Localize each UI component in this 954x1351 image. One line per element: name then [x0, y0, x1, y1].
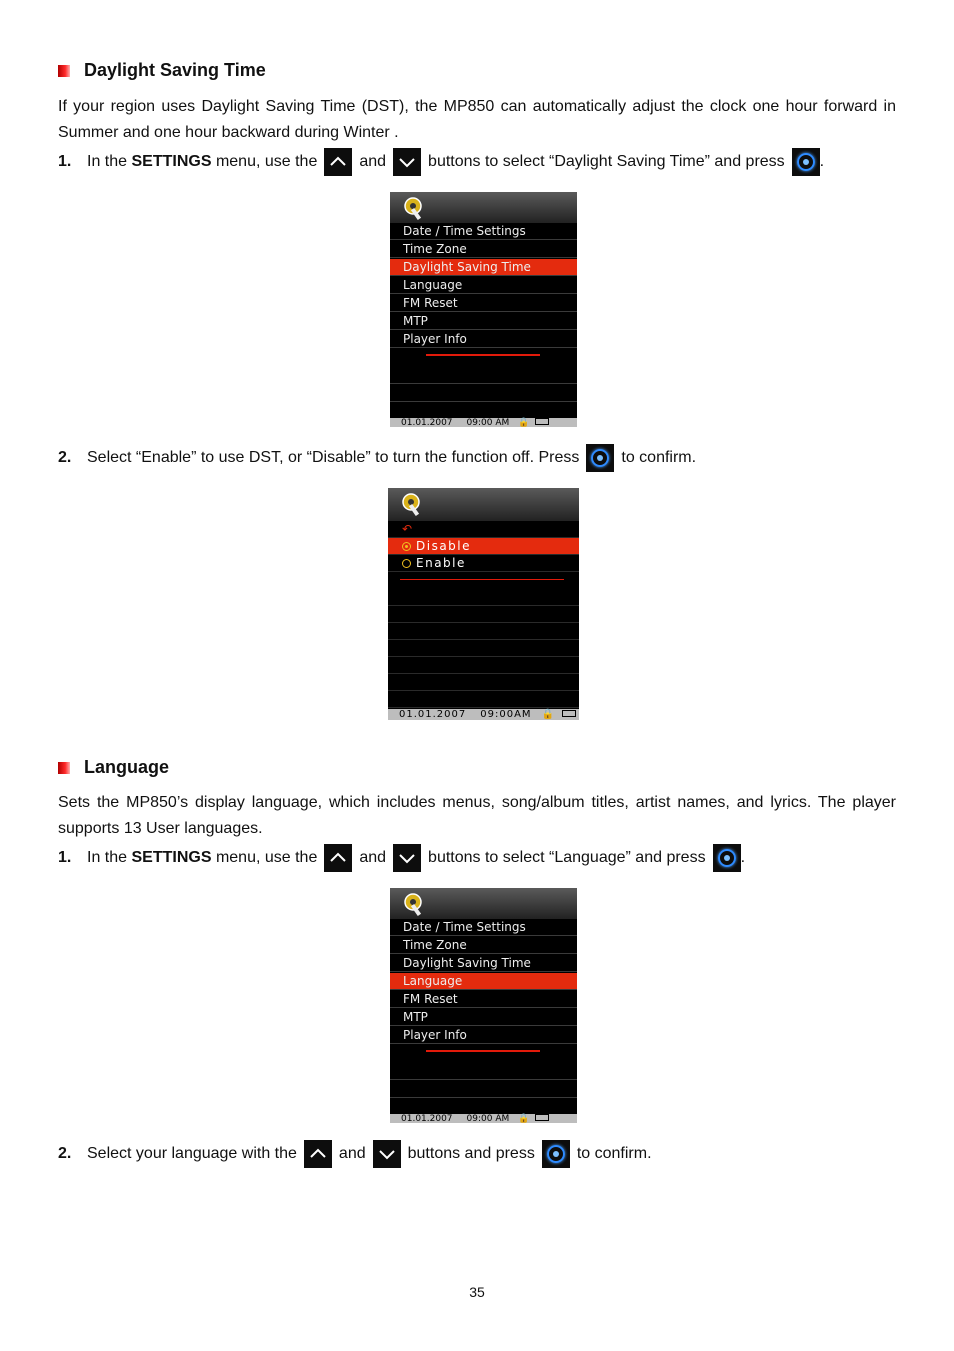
- menu-item-selected: Language: [390, 973, 577, 990]
- settings-menu-screenshot-language: [390, 888, 577, 1123]
- status-date: 01.01.2007: [401, 418, 453, 427]
- step-text: Select your language with the: [87, 1145, 297, 1162]
- menu-item: Language: [390, 277, 577, 294]
- lock-icon: 🔒: [518, 1114, 530, 1123]
- status-time: 09:00 AM: [466, 418, 510, 427]
- menu-item: FM Reset: [390, 991, 577, 1008]
- menu-item: Time Zone: [390, 241, 577, 258]
- battery-icon: [562, 710, 576, 717]
- step-text: menu, use the: [211, 849, 318, 866]
- up-arrow-icon: [324, 148, 352, 176]
- status-bar: [390, 418, 577, 427]
- screen-header: [390, 888, 577, 919]
- step-number: 2.: [58, 449, 72, 466]
- settings-menu-screenshot-dst: [390, 192, 577, 427]
- ok-button-icon: [713, 844, 741, 872]
- language-intro-paragraph: Sets the MP850’s display language, which includes menus, song/album titles, artist names, and lyrics. The player supports 13 User languages.: [58, 794, 896, 837]
- scroll-indicator: [400, 579, 564, 580]
- scroll-indicator: [426, 354, 540, 356]
- empty-row: [388, 691, 579, 708]
- menu-item: Date / Time Settings: [390, 223, 577, 240]
- step-text: and: [359, 153, 387, 170]
- settings-gear-icon: [400, 890, 428, 917]
- status-time: 09:00 AM: [466, 1114, 510, 1123]
- empty-row: [388, 640, 579, 657]
- lock-icon: 🔒: [518, 418, 530, 427]
- language-step-2: [58, 1139, 652, 1169]
- menu-item: FM Reset: [390, 295, 577, 312]
- step-text: to confirm.: [576, 1145, 652, 1162]
- step-text: and: [338, 1145, 366, 1162]
- step-text: to confirm.: [621, 449, 697, 466]
- empty-row: [388, 674, 579, 691]
- section-title: Daylight Saving Time: [84, 60, 266, 80]
- dst-step-2: [58, 443, 696, 473]
- empty-row: [388, 606, 579, 623]
- section-heading-dst: [58, 60, 266, 81]
- up-arrow-icon: [324, 844, 352, 872]
- status-bar: [388, 709, 579, 720]
- section-title: Language: [84, 757, 170, 777]
- step-text: .: [819, 153, 825, 170]
- ok-button-icon: [542, 1140, 570, 1168]
- down-arrow-icon: [393, 148, 421, 176]
- menu-item: Time Zone: [390, 937, 577, 954]
- step-text: Select “Enable” to use DST, or “Disable” to turn the function off. Press: [87, 449, 580, 466]
- empty-row: [388, 589, 579, 606]
- step-number: 1.: [58, 153, 72, 170]
- menu-item: MTP: [390, 1009, 577, 1026]
- down-arrow-icon: [373, 1140, 401, 1168]
- status-bar: [390, 1114, 577, 1123]
- battery-icon: [535, 418, 549, 425]
- option-enable: [388, 555, 579, 572]
- menu-item-selected: Daylight Saving Time: [390, 259, 577, 276]
- empty-row: [388, 657, 579, 674]
- scroll-indicator: [426, 1050, 540, 1052]
- menu-item: Date / Time Settings: [390, 919, 577, 936]
- empty-row: [390, 1063, 577, 1080]
- step-text: buttons to select “Daylight Saving Time” and press: [428, 153, 785, 170]
- empty-row: [390, 367, 577, 384]
- empty-row: [390, 1081, 577, 1098]
- screen-header: [390, 192, 577, 223]
- step-text: .: [740, 849, 746, 866]
- settings-keyword: SETTINGS: [131, 153, 212, 170]
- section-heading-language: [58, 757, 169, 778]
- bullet-icon: [58, 65, 70, 77]
- radio-selected-icon: [402, 542, 411, 551]
- menu-item: MTP: [390, 313, 577, 330]
- status-time: 09:00AM: [480, 709, 532, 720]
- dst-options-screenshot: [388, 488, 579, 720]
- screen-header: [388, 488, 579, 521]
- step-number: 1.: [58, 849, 72, 866]
- settings-gear-icon: [398, 490, 426, 517]
- option-label: Disable: [416, 539, 472, 553]
- page-number: 35: [469, 1284, 485, 1300]
- step-text: menu, use the: [211, 153, 318, 170]
- step-number: 2.: [58, 1145, 72, 1162]
- step-text: In the: [87, 849, 132, 866]
- empty-row: [390, 385, 577, 402]
- battery-icon: [535, 1114, 549, 1121]
- dst-intro-paragraph: If your region uses Daylight Saving Time (DST), the MP850 can automatically adjust the clock one hour forward in Summer and one hour backward during Winter .: [58, 98, 896, 141]
- language-step-1: [58, 843, 745, 873]
- settings-keyword: SETTINGS: [131, 849, 212, 866]
- step-text: buttons and press: [407, 1145, 535, 1162]
- dst-step-1: [58, 147, 824, 177]
- menu-item: Daylight Saving Time: [390, 955, 577, 972]
- back-icon: ↶: [388, 521, 579, 538]
- ok-button-icon: [792, 148, 820, 176]
- option-disable: [388, 538, 579, 555]
- status-date: 01.01.2007: [401, 1114, 453, 1123]
- step-text: buttons to select “Language” and press: [428, 849, 706, 866]
- step-text: and: [359, 849, 387, 866]
- menu-item: Player Info: [390, 1027, 577, 1044]
- radio-icon: [402, 559, 411, 568]
- down-arrow-icon: [393, 844, 421, 872]
- lock-icon: 🔒: [541, 709, 556, 720]
- menu-item: Player Info: [390, 331, 577, 348]
- empty-row: [388, 623, 579, 640]
- up-arrow-icon: [304, 1140, 332, 1168]
- step-text: In the: [87, 153, 132, 170]
- status-date: 01.01.2007: [399, 709, 467, 720]
- ok-button-icon: [586, 444, 614, 472]
- option-label: Enable: [416, 556, 466, 570]
- bullet-icon: [58, 762, 70, 774]
- settings-gear-icon: [400, 194, 428, 221]
